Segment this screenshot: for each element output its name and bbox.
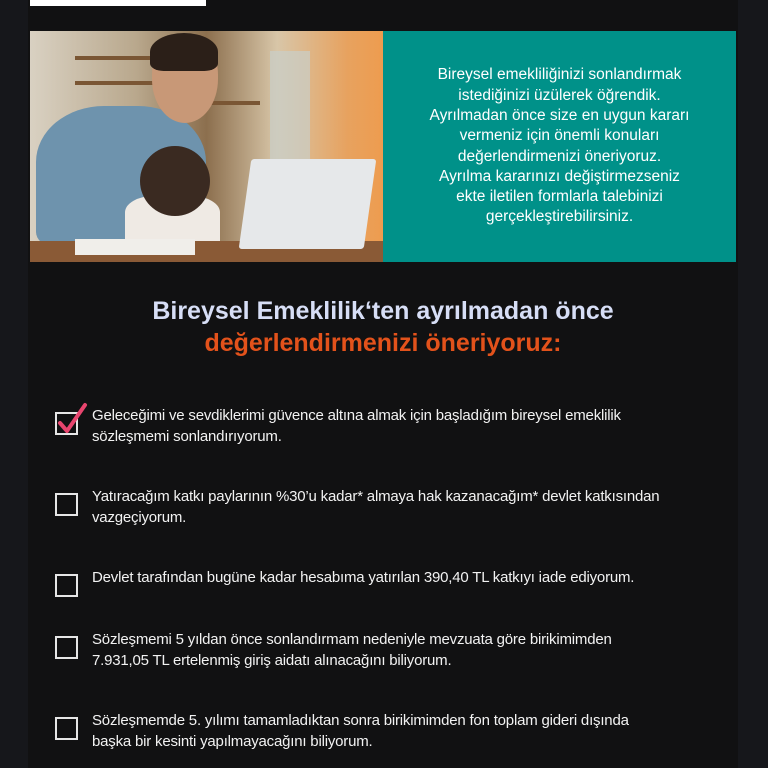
- checklist-label: [92, 406, 621, 447]
- info-line: değerlendirmenizi öneriyoruz.: [457, 147, 662, 165]
- checklist-label: [92, 487, 659, 528]
- heading-line-2: değerlendirmenizi öneriyoruz:: [204, 329, 562, 357]
- man-hair: [150, 33, 218, 71]
- checklist-label: [92, 568, 634, 589]
- checklist-item[interactable]: [55, 711, 725, 752]
- info-line: gerçekleştirebilirsiniz.: [485, 208, 634, 226]
- label-line: Devlet tarafından bugüne kadar hesabıma yatırılan 390,40 TL katkıyı iade ediyorum.: [92, 569, 635, 586]
- info-text: [430, 65, 690, 227]
- checklist-item[interactable]: [55, 568, 725, 597]
- label-line: Sözleşmemde 5. yılımı tamamladıktan sonra birikimimden fon toplam gideri dışında: [92, 712, 629, 729]
- info-line: Bireysel emekliliğinizi sonlandırmak: [437, 66, 682, 84]
- checklist-label: [92, 711, 629, 752]
- checkbox-unchecked[interactable]: [55, 574, 78, 597]
- checkbox-unchecked[interactable]: [55, 493, 78, 516]
- checkmark-icon: [55, 402, 89, 436]
- checklist-item[interactable]: [55, 487, 725, 528]
- hero-photo: [30, 31, 383, 262]
- checkbox-unchecked[interactable]: [55, 636, 78, 659]
- section-heading: [28, 295, 738, 359]
- info-line: istediğinizi üzülerek öğrendik.: [458, 86, 661, 104]
- info-line: ekte iletilen formlarla talebinizi: [456, 188, 663, 206]
- info-panel: [383, 31, 736, 262]
- label-line: Sözleşmemi 5 yıldan önce sonlandırmam nedeniyle mevzuata göre birikimimden: [92, 631, 612, 648]
- label-line: Yatıracağım katkı paylarının %30’u kadar* almaya hak kazanacağım* devlet katkısından: [92, 488, 660, 505]
- heading-line-1: Bireysel Emeklilik‘ten ayrılmadan önce: [152, 297, 614, 325]
- checkbox-unchecked[interactable]: [55, 717, 78, 740]
- info-line: Ayrılmadan önce size en uygun kararı: [429, 106, 690, 124]
- paper: [75, 239, 195, 255]
- checklist-item[interactable]: [55, 630, 725, 671]
- label-line: Geleceğimi ve sevdiklerimi güvence altına almak için başladığım bireysel emeklilik: [92, 407, 621, 424]
- laptop: [239, 159, 377, 249]
- hero-banner: [30, 31, 736, 262]
- label-line: başka bir kesinti yapılmayacağını biliyorum.: [92, 732, 373, 750]
- info-line: vermeniz için önemli konuları: [459, 127, 660, 145]
- label-line: sözleşmemi sonlandırıyorum.: [92, 427, 282, 445]
- checklist-label: [92, 630, 612, 671]
- info-line: Ayrılma kararınızı değiştirmezseniz: [439, 167, 680, 185]
- checkbox-checked[interactable]: [55, 412, 78, 435]
- checklist-item[interactable]: [55, 406, 725, 447]
- label-line: 7.931,05 TL ertelenmiş giriş aidatı alınacağını biliyorum.: [92, 651, 452, 669]
- label-line: vazgeçiyorum.: [92, 508, 187, 526]
- top-white-bar: [30, 0, 206, 6]
- child-head: [140, 146, 210, 216]
- window-decor: [270, 51, 310, 171]
